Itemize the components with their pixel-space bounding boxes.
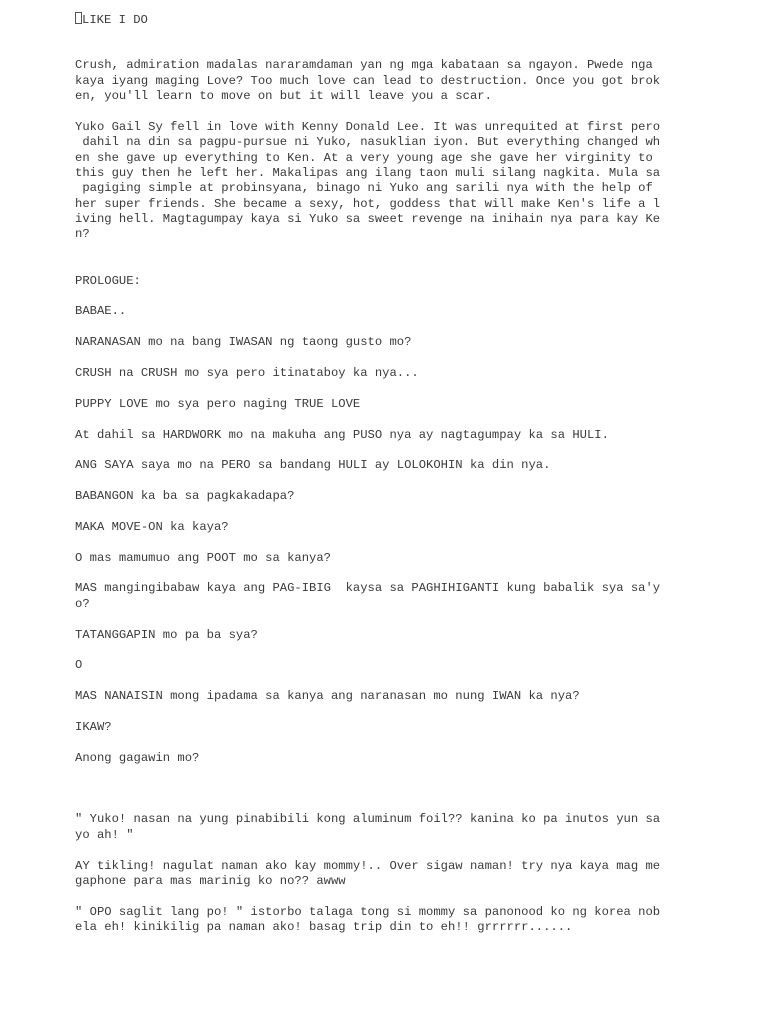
prologue-line: IKAW?	[75, 720, 112, 734]
document-title: LIKE I DO	[82, 13, 148, 27]
prologue-line: O	[75, 658, 83, 673]
intro-paragraph	[75, 58, 675, 104]
paragraph-line: dahil na din sa pagpu-pursue ni Yuko, nasuklian iyon. But everything changed wh	[75, 135, 661, 150]
prologue-line: TATANGGAPIN mo pa ba sya?	[75, 627, 258, 642]
paragraph-line: n?	[75, 227, 90, 242]
story-line: " Yuko! nasan na yung pinabibili kong aluminum foil?? kanina ko pa inutos yun sa	[75, 812, 661, 827]
document-title-row	[75, 12, 675, 27]
paragraph-line: this guy then he left her. Makalipas ang ilang taon muli silang nagkita. Mula sa	[75, 165, 661, 180]
prologue-line: NARANASAN mo na bang IWASAN ng taong gusto mo?	[75, 335, 412, 350]
paragraph-line: Crush, admiration madalas nararamdaman yan ng mga kabataan sa ngayon. Pwede nga	[75, 58, 653, 73]
prologue-line: MAS mangingibabaw kaya ang PAG-IBIG kaysa sa PAGHIHIGANTI kung babalik sya sa'y	[75, 581, 661, 596]
paragraph-line: her super friends. She became a sexy, hot, goddess that will make Ken's life a l	[75, 196, 661, 211]
prologue-line: o?	[75, 596, 90, 611]
prologue-section	[75, 289, 675, 766]
story-line: yo ah! "	[75, 827, 134, 842]
missing-glyph-icon	[75, 12, 82, 24]
paragraph-line: kaya iyang maging Love? Too much love can lead to destruction. Once you got brok	[75, 73, 661, 88]
prologue-heading: PROLOGUE:	[75, 273, 141, 288]
story-line: ela eh! kinikilig pa naman ako! basag trip din to eh!! grrrrrr......	[75, 920, 573, 935]
prologue-line: MAKA MOVE-ON ka kaya?	[75, 519, 229, 534]
paragraph-line: en, you'll learn to move on but it will leave you a scar.	[75, 88, 492, 103]
prologue-line: MAS NANAISIN mong ipadama sa kanya ang naranasan mo nung IWAN ka nya?	[75, 689, 580, 704]
story-line: AY tikling! nagulat naman ako kay mommy!.. Over sigaw naman! try nya kaya mag me	[75, 858, 661, 873]
paragraph-line: pagiging simple at probinsyana, binago ni Yuko ang sarili nya with the help of	[75, 181, 653, 196]
prologue-line: At dahil sa HARDWORK mo na makuha ang PUSO nya ay nagtagumpay ka sa HULI.	[75, 427, 609, 442]
prologue-line: BABANGON ka ba sa pagkakadapa?	[75, 489, 295, 504]
prologue-line: BABAE..	[75, 304, 127, 319]
paragraph-line: Yuko Gail Sy fell in love with Kenny Donald Lee. It was unrequited at first pero	[75, 119, 661, 134]
document-page	[75, 12, 675, 935]
prologue-line: ANG SAYA saya mo na PERO sa bandang HULI ay LOLOKOHIN ka din nya.	[75, 458, 551, 473]
synopsis-paragraph	[75, 120, 675, 243]
paragraph-line: iving hell. Magtagumpay kaya si Yuko sa sweet revenge na inihain nya para kay Ke	[75, 212, 661, 227]
prologue-line: O mas mamumuo ang POOT mo sa kanya?	[75, 550, 331, 565]
story-line: " OPO saglit lang po! " istorbo talaga tong si mommy sa panonood ko ng korea nob	[75, 904, 661, 919]
story-section	[75, 812, 675, 935]
paragraph-line: en she gave up everything to Ken. At a very young age she gave her virginity to	[75, 150, 653, 165]
story-line: gaphone para mas marinig ko no?? awww	[75, 873, 346, 888]
prologue-line: Anong gagawin mo?	[75, 750, 200, 765]
prologue-line: PUPPY LOVE mo sya pero naging TRUE LOVE	[75, 396, 361, 411]
prologue-line: CRUSH na CRUSH mo sya pero itinataboy ka nya...	[75, 366, 419, 381]
